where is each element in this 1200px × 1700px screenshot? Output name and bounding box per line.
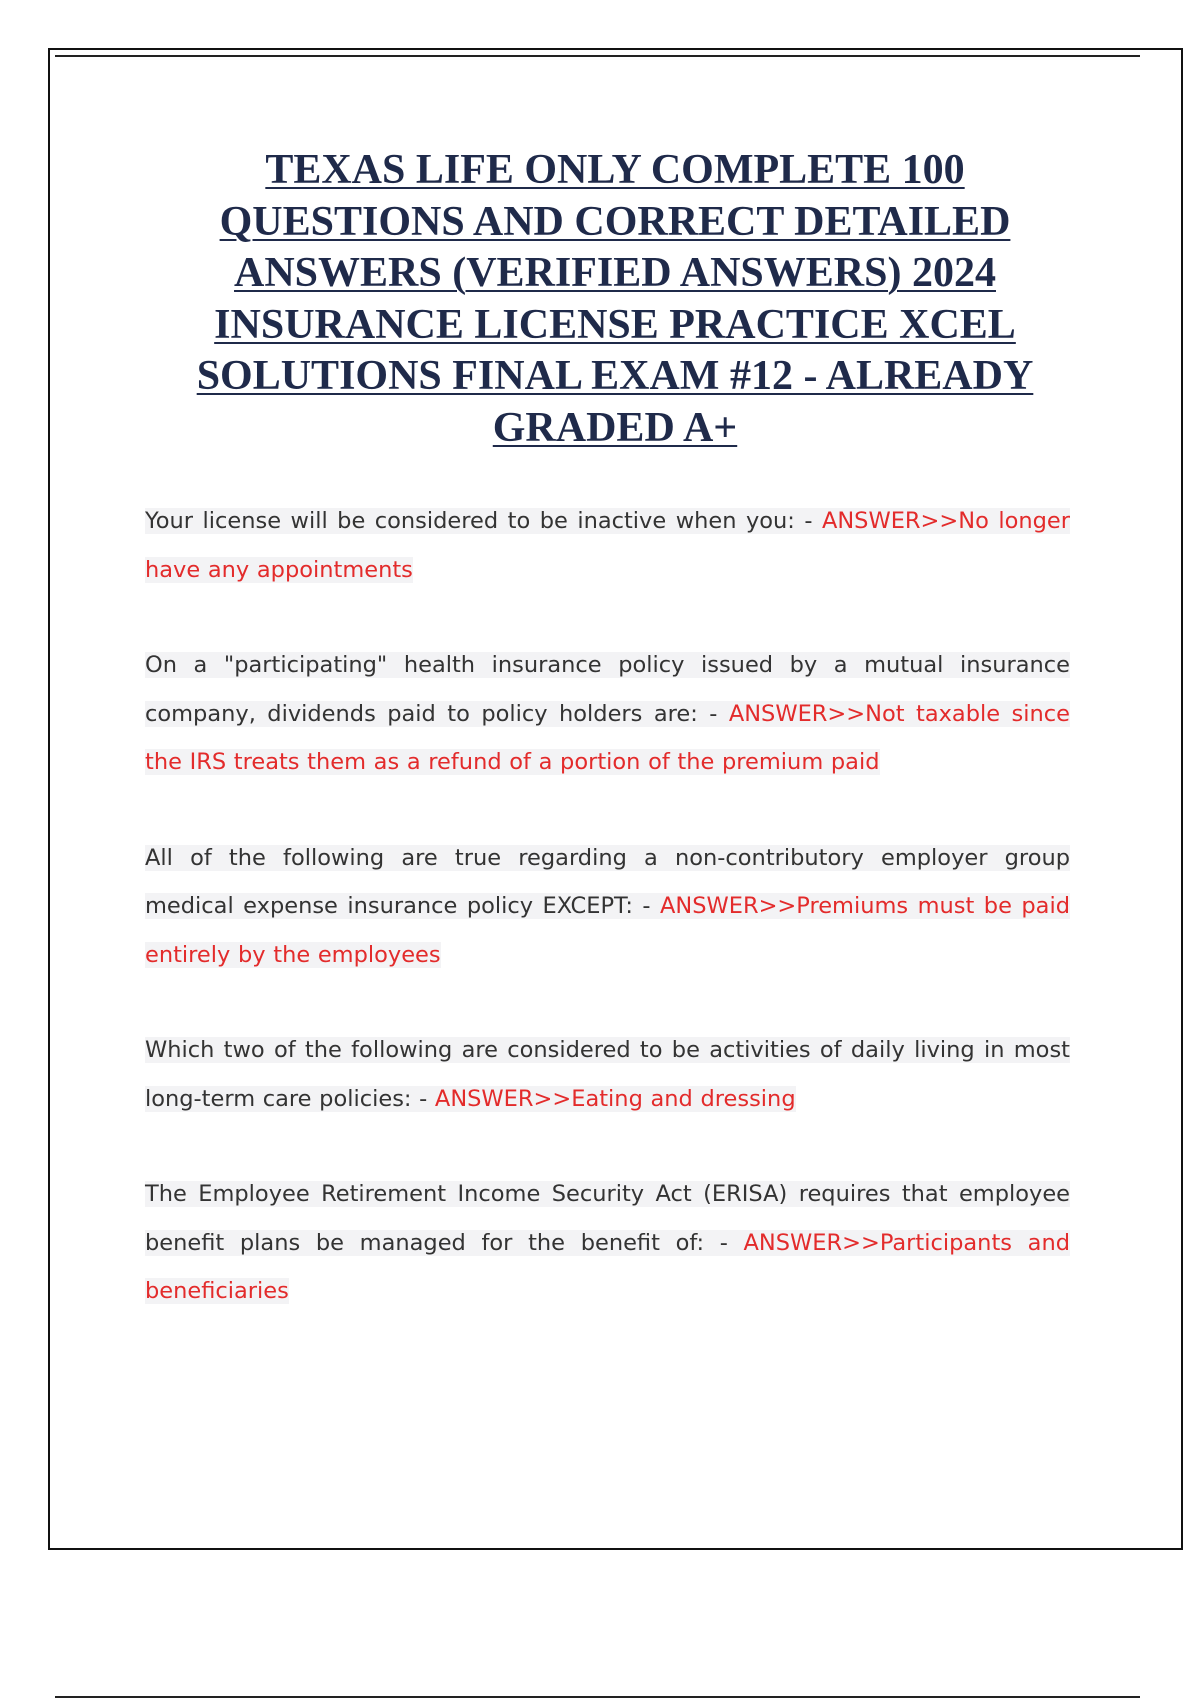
qa-list — [145, 497, 1070, 1363]
answer-text: ANSWER>>No longer have any appointments — [145, 508, 1070, 583]
qa-item — [145, 641, 1070, 787]
qa-item — [145, 1170, 1070, 1316]
qa-item — [145, 834, 1070, 980]
answer-text: ANSWER>>Participants and beneficiaries — [145, 1229, 1070, 1304]
question-text: All of the following are true regarding a non-contributory employer group medical expense insurance policy EXCEPT: - — [145, 844, 1070, 919]
bottom-rule — [55, 1696, 1140, 1698]
question-text: Which two of the following are considered to be activities of daily living in most long-term care policies: - — [145, 1037, 1070, 1112]
answer-text: ANSWER>>Premiums must be paid entirely by the employees — [145, 893, 1070, 968]
question-text: Your license will be considered to be inactive when you: - — [145, 508, 822, 534]
top-rule — [55, 55, 1140, 57]
question-text: On a "participating" health insurance policy issued by a mutual insurance company, dividends paid to policy holders are: - — [145, 652, 1070, 727]
question-text: The Employee Retirement Income Security Act (ERISA) requires that employee benefit plans be managed for the benefit of: - — [145, 1181, 1070, 1256]
qa-item — [145, 497, 1070, 594]
qa-item — [145, 1026, 1070, 1123]
document-title: TEXAS LIFE ONLY COMPLETE 100 QUESTIONS AND CORRECT DETAILED ANSWERS (VERIFIED ANSWERS) 2024 INSURANCE LICENSE PRACTICE XCEL SOLUTIONS FINAL EXAM #12 - ALREADY GRADED A+ — [196, 147, 1034, 451]
answer-text: ANSWER>>Eating and dressing — [434, 1085, 796, 1112]
answer-text: ANSWER>>Not taxable since the IRS treats them as a refund of a portion of the premium paid — [145, 700, 1070, 775]
